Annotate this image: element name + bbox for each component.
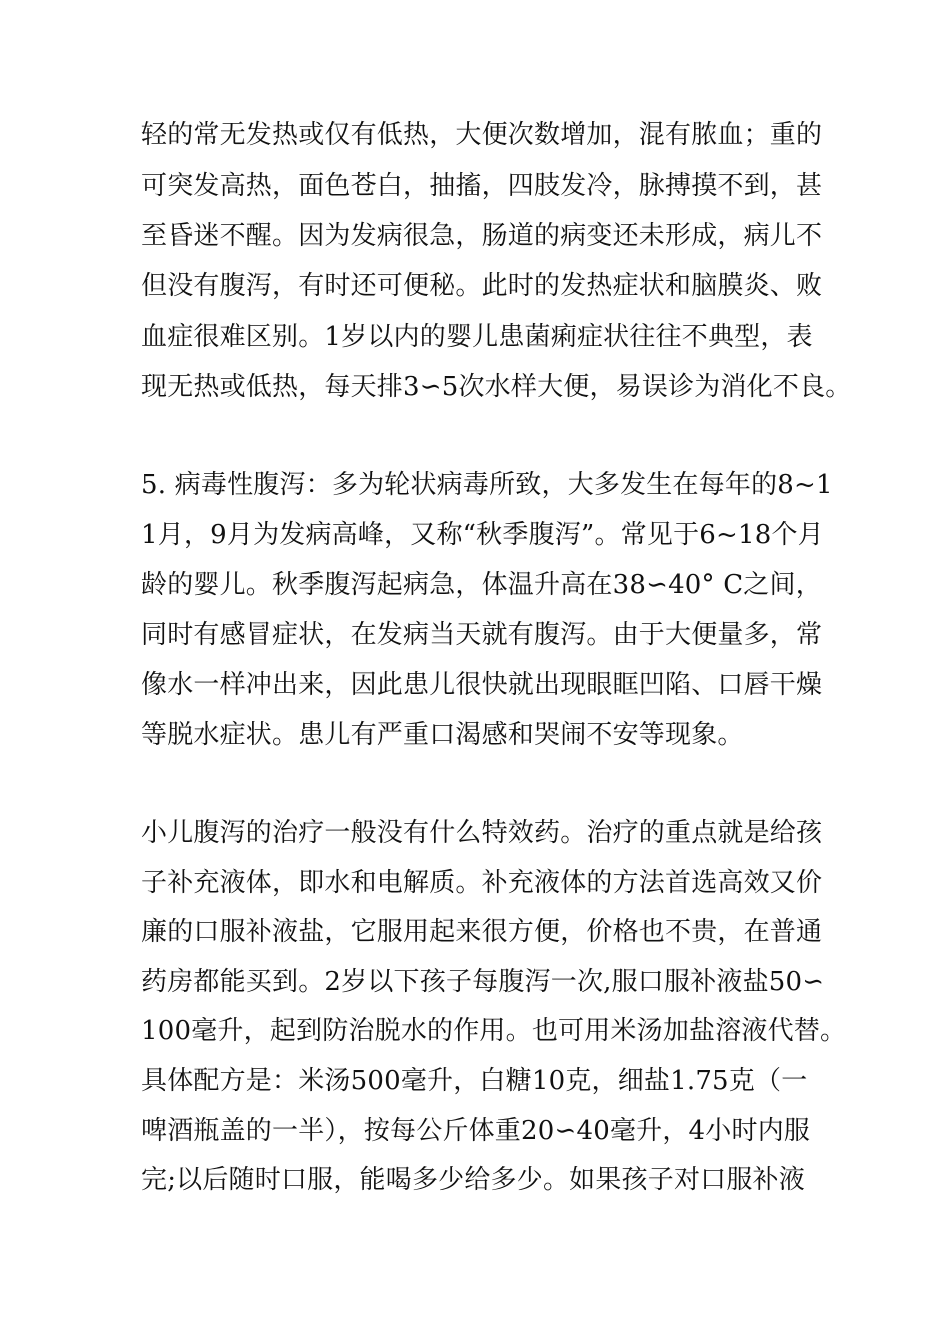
- text-line: 龄的婴儿。秋季腹泻起病急，体温升高在38∽40° C之间，: [141, 570, 822, 600]
- text-line: 小儿腹泻的治疗一般没有什么特效药。治疗的重点就是给孩: [141, 818, 823, 848]
- text-line: 可突发高热，面色苍白，抽搐，四肢发冷，脉搏摸不到，甚: [141, 171, 823, 201]
- text-line: 血症很难区别。1岁以内的婴儿患菌痢症状往往不典型，表: [141, 322, 813, 352]
- text-line: 子补充液体，即水和电解质。补充液体的方法首选高效又价: [141, 868, 823, 898]
- text-line: 但没有腹泻，有时还可便秘。此时的发热症状和脑膜炎、败: [141, 271, 823, 301]
- text-line: 完;以后随时口服，能喝多少给多少。如果孩子对口服补液: [141, 1165, 805, 1195]
- text-line: 像水一样冲出来，因此患儿很快就出现眼眶凹陷、口唇干燥: [141, 670, 823, 700]
- text-line: 具体配方是：米汤500毫升，白糖10克，细盐1.75克（一: [141, 1066, 808, 1096]
- text-line: 等脱水症状。患儿有严重口渴感和哭闹不安等现象。: [141, 720, 744, 750]
- text-line: 1月，9月为发病高峰，又称“秋季腹泻”。常见于6~18个月: [141, 520, 824, 550]
- text-line: 现无热或低热，每天排3∽5次水样大便，易误诊为消化不良。: [141, 372, 852, 402]
- text-line: 同时有感冒症状，在发病当天就有腹泻。由于大便量多，常: [141, 620, 823, 650]
- text-line: 药房都能买到。2岁以下孩子每腹泻一次,服口服补液盐50∽: [141, 967, 825, 997]
- text-line: 廉的口服补液盐，它服用起来很方便，价格也不贵，在普通: [141, 917, 823, 947]
- text-line: 啤酒瓶盖的一半），按每公斤体重20∽40毫升，4小时内服: [141, 1116, 811, 1146]
- text-line: 至昏迷不醒。因为发病很急，肠道的病变还未形成，病儿不: [141, 221, 823, 251]
- text-line: 5. 病毒性腹泻：多为轮状病毒所致，大多发生在每年的8~1: [141, 470, 833, 500]
- text-line: 轻的常无发热或仅有低热，大便次数增加，混有脓血；重的: [141, 120, 823, 150]
- text-line: 100毫升，起到防治脱水的作用。也可用米汤加盐溶液代替。: [141, 1016, 847, 1046]
